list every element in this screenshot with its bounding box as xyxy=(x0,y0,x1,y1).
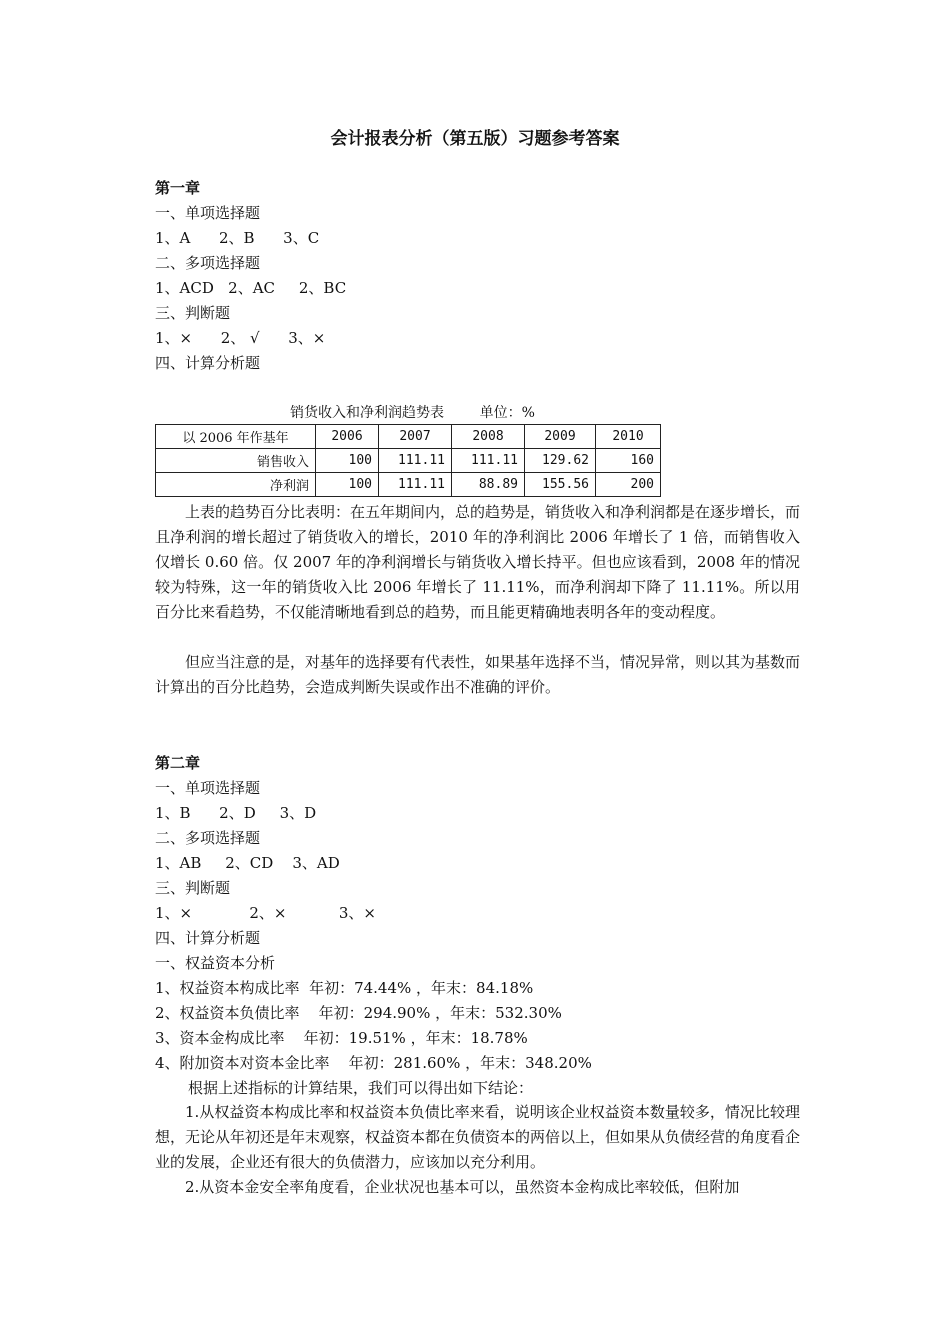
table-cell: 111.11 xyxy=(452,449,525,473)
ch2-ratio-4: 4、附加资本对资本金比率 年初：281.60% ，年末：348.20% xyxy=(155,1054,592,1072)
table-row xyxy=(156,473,661,497)
ch1-section-true-false: 三、判断题 xyxy=(155,304,231,322)
page-title: 会计报表分析（第五版）习题参考答案 xyxy=(330,129,620,149)
ch1-section-multi-choice: 二、多项选择题 xyxy=(155,254,261,272)
table-header-cell: 以 2006 年作基年 xyxy=(156,425,316,449)
ch2-conclusion-intro: 根据上述指标的计算结果，我们可以得出如下结论： xyxy=(188,1079,534,1097)
ch2-answers-multi-choice: 1、AB 2、CD 3、AD xyxy=(155,854,340,872)
ch2-section-true-false: 三、判断题 xyxy=(155,879,231,897)
chapter-1-heading: 第一章 xyxy=(155,179,201,197)
table-cell: 销售收入 xyxy=(156,449,316,473)
ch2-section-single-choice: 一、单项选择题 xyxy=(155,779,261,797)
chapter-2-heading: 第二章 xyxy=(155,754,201,772)
ch2-conclusion-2: 2.从资本金安全率角度看，企业状况也基本可以，虽然资本金构成比率较低，但附加 xyxy=(185,1178,740,1196)
table-cell: 88.89 xyxy=(452,473,525,497)
trend-table xyxy=(155,424,661,497)
ch1-section-calculation: 四、计算分析题 xyxy=(155,354,261,372)
table-cell: 200 xyxy=(596,473,661,497)
ch1-answers-multi-choice: 1、ACD 2、AC 2、BC xyxy=(155,279,347,297)
table-cell: 111.11 xyxy=(379,473,452,497)
ch1-answers-true-false: 1、× 2、 √ 3、× xyxy=(155,329,326,347)
ch2-section-calculation: 四、计算分析题 xyxy=(155,929,261,947)
ch2-answers-true-false: 1、× 2、× 3、× xyxy=(155,904,377,922)
table-cell: 160 xyxy=(596,449,661,473)
ch1-section-single-choice: 一、单项选择题 xyxy=(155,204,261,222)
table-header-cell: 2009 xyxy=(525,425,596,449)
ch2-subsection-equity-analysis: 一、权益资本分析 xyxy=(155,954,276,972)
table-header-cell: 2008 xyxy=(452,425,525,449)
table-cell: 129.62 xyxy=(525,449,596,473)
ch2-answers-single-choice: 1、B 2、D 3、D xyxy=(155,804,317,822)
table-header-cell: 2010 xyxy=(596,425,661,449)
table-cell: 111.11 xyxy=(379,449,452,473)
table-header-row xyxy=(156,425,661,449)
table-row xyxy=(156,449,661,473)
ch1-paragraph-trend-analysis: 上表的趋势百分比表明：在五年期间内，总的趋势是，销货收入和净利润都是在逐步增长，而且净利润的增长超过了销货收入的增长，2010 年的净利润比 2006 年增长了 1 倍，而销售收入仅增长 0.60 倍。仅 2007 年的净利润增长与销货收入增长持平。但也应该看到，2008 年的情况较为特殊，这一年的销货收入比 2006 年增长了 11.11%，而净利润却下降了 11.11%。所以用百分比来看趋势，不仅能清晰地看到总的趋势，而且能更精确地表明各年的变动程度。 xyxy=(155,503,801,621)
ch2-ratio-1: 1、权益资本构成比率 年初：74.44% ，年末：84.18% xyxy=(155,979,534,997)
table-header-cell: 2007 xyxy=(379,425,452,449)
table-cell: 100 xyxy=(316,449,379,473)
table-header-cell: 2006 xyxy=(316,425,379,449)
ch2-ratio-3: 3、资本金构成比率 年初：19.51% ，年末：18.78% xyxy=(155,1029,528,1047)
ch1-paragraph-base-year-note: 但应当注意的是，对基年的选择要有代表性，如果基年选择不当，情况异常，则以其为基数而计算出的百分比趋势，会造成判断失误或作出不准确的评价。 xyxy=(155,653,801,696)
ch2-conclusion-1: 1.从权益资本构成比率和权益资本负债比率来看，说明该企业权益资本数量较多，情况比较理想，无论从年初还是年末观察，权益资本都在负债资本的两倍以上，但如果从负债经营的角度看企业的发展，企业还有很大的负债潜力，应该加以充分利用。 xyxy=(155,1103,801,1171)
table-cell: 155.56 xyxy=(525,473,596,497)
ch2-ratio-2: 2、权益资本负债比率 年初：294.90% ，年末：532.30% xyxy=(155,1004,562,1022)
ch2-section-multi-choice: 二、多项选择题 xyxy=(155,829,261,847)
table-cell: 100 xyxy=(316,473,379,497)
table-cell: 净利润 xyxy=(156,473,316,497)
ch1-answers-single-choice: 1、A 2、B 3、C xyxy=(155,229,320,247)
trend-table-caption: 销货收入和净利润趋势表 单位：% xyxy=(290,405,535,421)
